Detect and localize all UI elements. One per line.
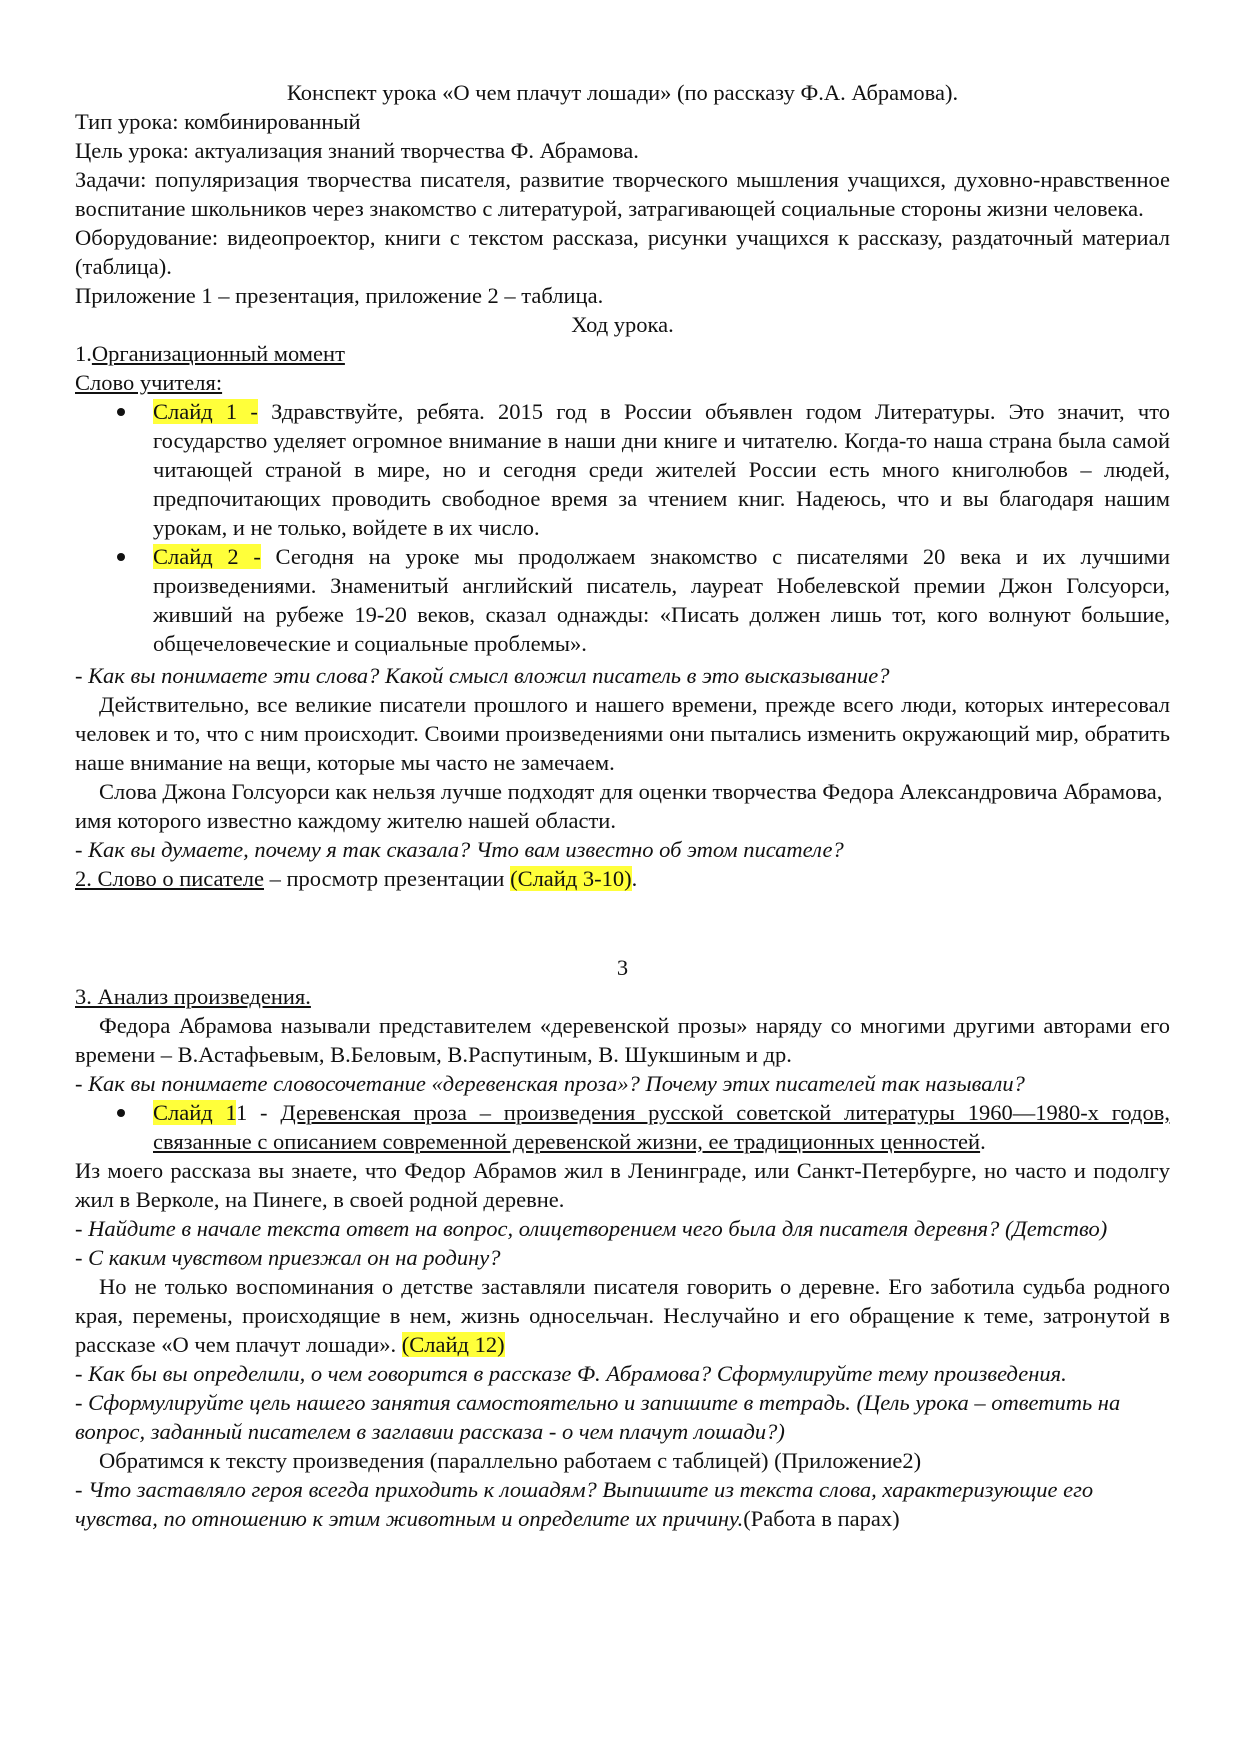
list-item: [153, 542, 1170, 658]
section3-paragraph-4: Обратимся к тексту произведения (параллельно работаем с таблицей) (Приложение2): [99, 1448, 922, 1473]
slide11-label: Слайд 1: [153, 1100, 236, 1125]
bullet-icon: [117, 1109, 125, 1117]
slide12-label: (Слайд 12): [401, 1332, 505, 1357]
slide11-rest: 1 -: [235, 1100, 281, 1125]
section1-heading: [75, 339, 1170, 368]
section3-question-3: - С каким чувством приезжал он на родину?: [75, 1245, 501, 1270]
slide11-end: .: [980, 1129, 986, 1154]
section3-question-6: - Что заставляло героя всегда приходить к лошадям? Выпишите из текста слова, характеризующие его чувства, по отношению к этим животным и определите их причину.: [75, 1477, 1094, 1531]
section2-text: – просмотр презентации: [264, 866, 511, 891]
lesson-goal: Цель урока: актуализация знаний творчества Ф. Абрамова.: [75, 138, 639, 163]
section3-question-1: - Как вы понимаете словосочетание «деревенская проза»? Почему этих писателей так называли?: [75, 1071, 1025, 1096]
section1-num: 1.: [75, 341, 92, 366]
paragraph-1: Действительно, все великие писатели прошлого и нашего времени, прежде всего люди, которых интересовал человек и то, что с ним происходит. Своими произведениями они пытались изменить окружающий мир, обратить наше внимание на вещи, которые мы часто не замечаем.: [75, 692, 1170, 775]
slides-list-1: [75, 397, 1170, 658]
lesson-appendix: Приложение 1 – презентация, приложение 2 – таблица.: [75, 283, 604, 308]
slide11-text: Деревенская проза – произведения русской советской литературы 1960—1980-х годов, связанные с описанием современной деревенской жизни, ее традиционных ценностей: [153, 1100, 1170, 1154]
slide2-text: Сегодня на уроке мы продолжаем знакомство с писателями 20 века и их лучшими произведениями. Знаменитый английский писатель, лауреат Нобелевской премии Джон Голсуорси, живший на рубеже 19-20 веков, сказал однажды: «Писать должен лишь тот, кого волнуют большие, общечеловеческие и социальные проблемы».: [153, 544, 1170, 656]
question-2: - Как вы думаете, почему я так сказала? Что вам известно об этом писателе?: [75, 837, 844, 862]
lesson-type: Тип урока: комбинированный: [75, 109, 361, 134]
slide1-text: Здравствуйте, ребята. 2015 год в России объявлен годом Литературы. Это значит, что государство уделяет огромное внимание в наши дни книге и читателю. Когда-то наша страна была самой читающей страной в мире, но и сегодня среди жителей России есть много книголюбов – людей, предпочитающих проводить свободное время за чтением книг. Надеюсь, что и вы благодаря нашим урокам, и не только, войдете в их число.: [153, 399, 1170, 540]
slide1-label: Слайд 1 -: [153, 399, 258, 424]
list-item: [153, 397, 1170, 542]
section3-question-6-tail: (Работа в парах): [743, 1506, 900, 1531]
lesson-equipment: Оборудование: видеопроектор, книги с текстом рассказа, рисунки учащихся к рассказу, раздаточный материал (таблица).: [75, 225, 1170, 279]
section3-paragraph-1: Федора Абрамова называли представителем «деревенской прозы» наряду со многими другими авторами его времени – В.Астафьевым, В.Беловым, В.Распутиным, В. Шукшиным и др.: [75, 1013, 1170, 1067]
teacher-word: Слово учителя:: [75, 370, 223, 395]
section2-line: [75, 864, 1170, 893]
section3-paragraph-3: [75, 1272, 1170, 1359]
list-item: [153, 1098, 1170, 1156]
section3-paragraph-3-text: Но не только воспоминания о детстве заставляли писателя говорить о деревне. Его заботила судьба родного края, перемены, происходящие в нем, жизнь односельчан. Неслучайно и его обращение к теме, затронутой в рассказе «О чем плачут лошади».: [75, 1274, 1170, 1357]
lesson-course-heading: Ход урока.: [571, 312, 674, 337]
section2-title: 2. Слово о писателе: [75, 866, 264, 891]
bullet-icon: [117, 553, 125, 561]
slides-list-2: [75, 1098, 1170, 1156]
lesson-title: Конспект урока «О чем плачут лошади» (по рассказу Ф.А. Абрамова).: [286, 80, 959, 105]
section3-question-4: - Как бы вы определили, о чем говорится в рассказе Ф. Абрамова? Сформулируйте тему произведения.: [75, 1361, 1067, 1386]
section3-question-6-line: [75, 1475, 1170, 1533]
section3-question-5: - Сформулируйте цель нашего занятия самостоятельно и запишите в тетрадь. (Цель урока – ответить на вопрос, заданный писателем в заглавии рассказа - о чем плачут лошади?): [75, 1390, 1121, 1444]
section2-end: .: [631, 866, 638, 891]
bullet-icon: [117, 408, 125, 416]
slide2-label: Слайд 2 -: [153, 544, 261, 569]
section1-title: Организационный момент: [91, 341, 345, 366]
paragraph-2: Слова Джона Голсуорси как нельзя лучше подходят для оценки творчества Федора Александровича Абрамова, имя которого известно каждому жителю нашей области.: [75, 779, 1163, 833]
page-number: 3: [616, 955, 629, 980]
lesson-tasks: Задачи: популяризация творчества писателя, развитие творческого мышления учащихся, духовно-нравственное воспитание школьников через знакомство с литературой, затрагивающей социальные стороны жизни человека.: [75, 167, 1170, 221]
question-1: - Как вы понимаете эти слова? Какой смысл вложил писатель в это высказывание?: [75, 663, 890, 688]
section2-slide: (Слайд 3-10): [510, 866, 632, 891]
section3-question-2: - Найдите в начале текста ответ на вопрос, олицетворением чего была для писателя деревня? (Детство): [75, 1216, 1108, 1241]
section3-paragraph-2: Из моего рассказа вы знаете, что Федор Абрамов жил в Ленинграде, или Санкт-Петербурге, но часто и подолгу жил в Верколе, на Пинеге, в своей родной деревне.: [75, 1158, 1170, 1212]
section3-title: 3. Анализ произведения.: [75, 984, 311, 1009]
